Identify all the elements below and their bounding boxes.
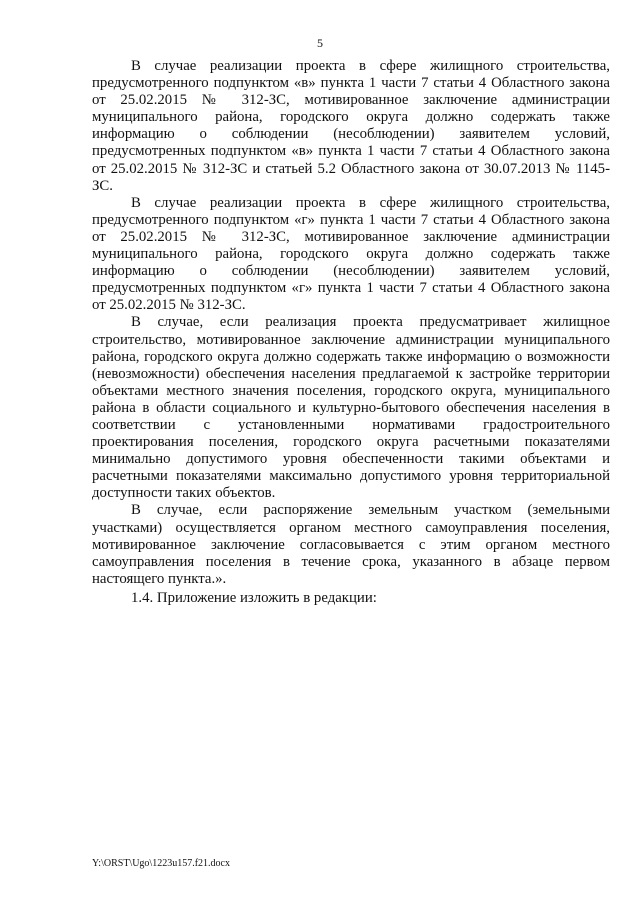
paragraph-housing-subpoint-v: В случае реализации проекта в сфере жилищного строительства, предусмотренного подпунктом «в» пункта 1 части 7 статьи 4 Областного закона от 25.02.2015 № 312-ЗС, мотивированное заключение администрации муниципального района, городского округа должно содержать также информацию о соблюдении (несоблюдении) заявителем условий, предусмотренных подпунктом «в» пункта 1 части 7 статьи 4 Областного закона от 25.02.2015 № 312-ЗС и статьей 5.2 Областного закона от 30.07.2013 № 1145-ЗС. bbox=[92, 58, 610, 194]
page-number: 5 bbox=[317, 36, 323, 50]
paragraph-item-1-4: 1.4. Приложение изложить в редакции: bbox=[131, 589, 377, 606]
paragraph-housing-subpoint-g: В случае реализации проекта в сфере жилищного строительства, предусмотренного подпунктом «г» пункта 1 части 7 статьи 4 Областного закона от 25.02.2015 № 312-ЗС, мотивированное заключение администрации муниципального района, городского округа должно содержать также информацию о соблюдении (несоблюдении) заявителем условий, предусмотренных подпунктом «г» пункта 1 части 7 статьи 4 Областного закона от 25.02.2015 № 312-ЗС. bbox=[92, 194, 610, 314]
document-body bbox=[92, 58, 610, 607]
paragraph-infrastructure-provision: В случае, если реализация проекта предусматривает жилищное строительство, мотивированное заключение администрации муниципального района, городского округа должно содержать также информацию о возможности (невозможности) обеспечения населения предлагаемой к застройке территории объектами местного значения поселения, городского округа, муниципального района в области социального и культурно-бытового обеспечения населения в соответствии с установленными нормативами градостроительного проектирования поселения, городского округа расчетными показателями минимально допустимого уровня обеспеченности такими объектами и расчетными показателями максимально допустимого уровня территориальной доступности таких объектов. bbox=[92, 314, 610, 502]
paragraph-land-disposal-approval: В случае, если распоряжение земельным участком (земельными участками) осуществляется органом местного самоуправления поселения, мотивированное заключение согласовывается с этим органом местного самоуправления поселения в течение срока, указанного в абзаце первом настоящего пункта.». bbox=[92, 502, 610, 587]
file-path-footer: Y:\ORST\Ugo\1223u157.f21.docx bbox=[92, 858, 230, 869]
